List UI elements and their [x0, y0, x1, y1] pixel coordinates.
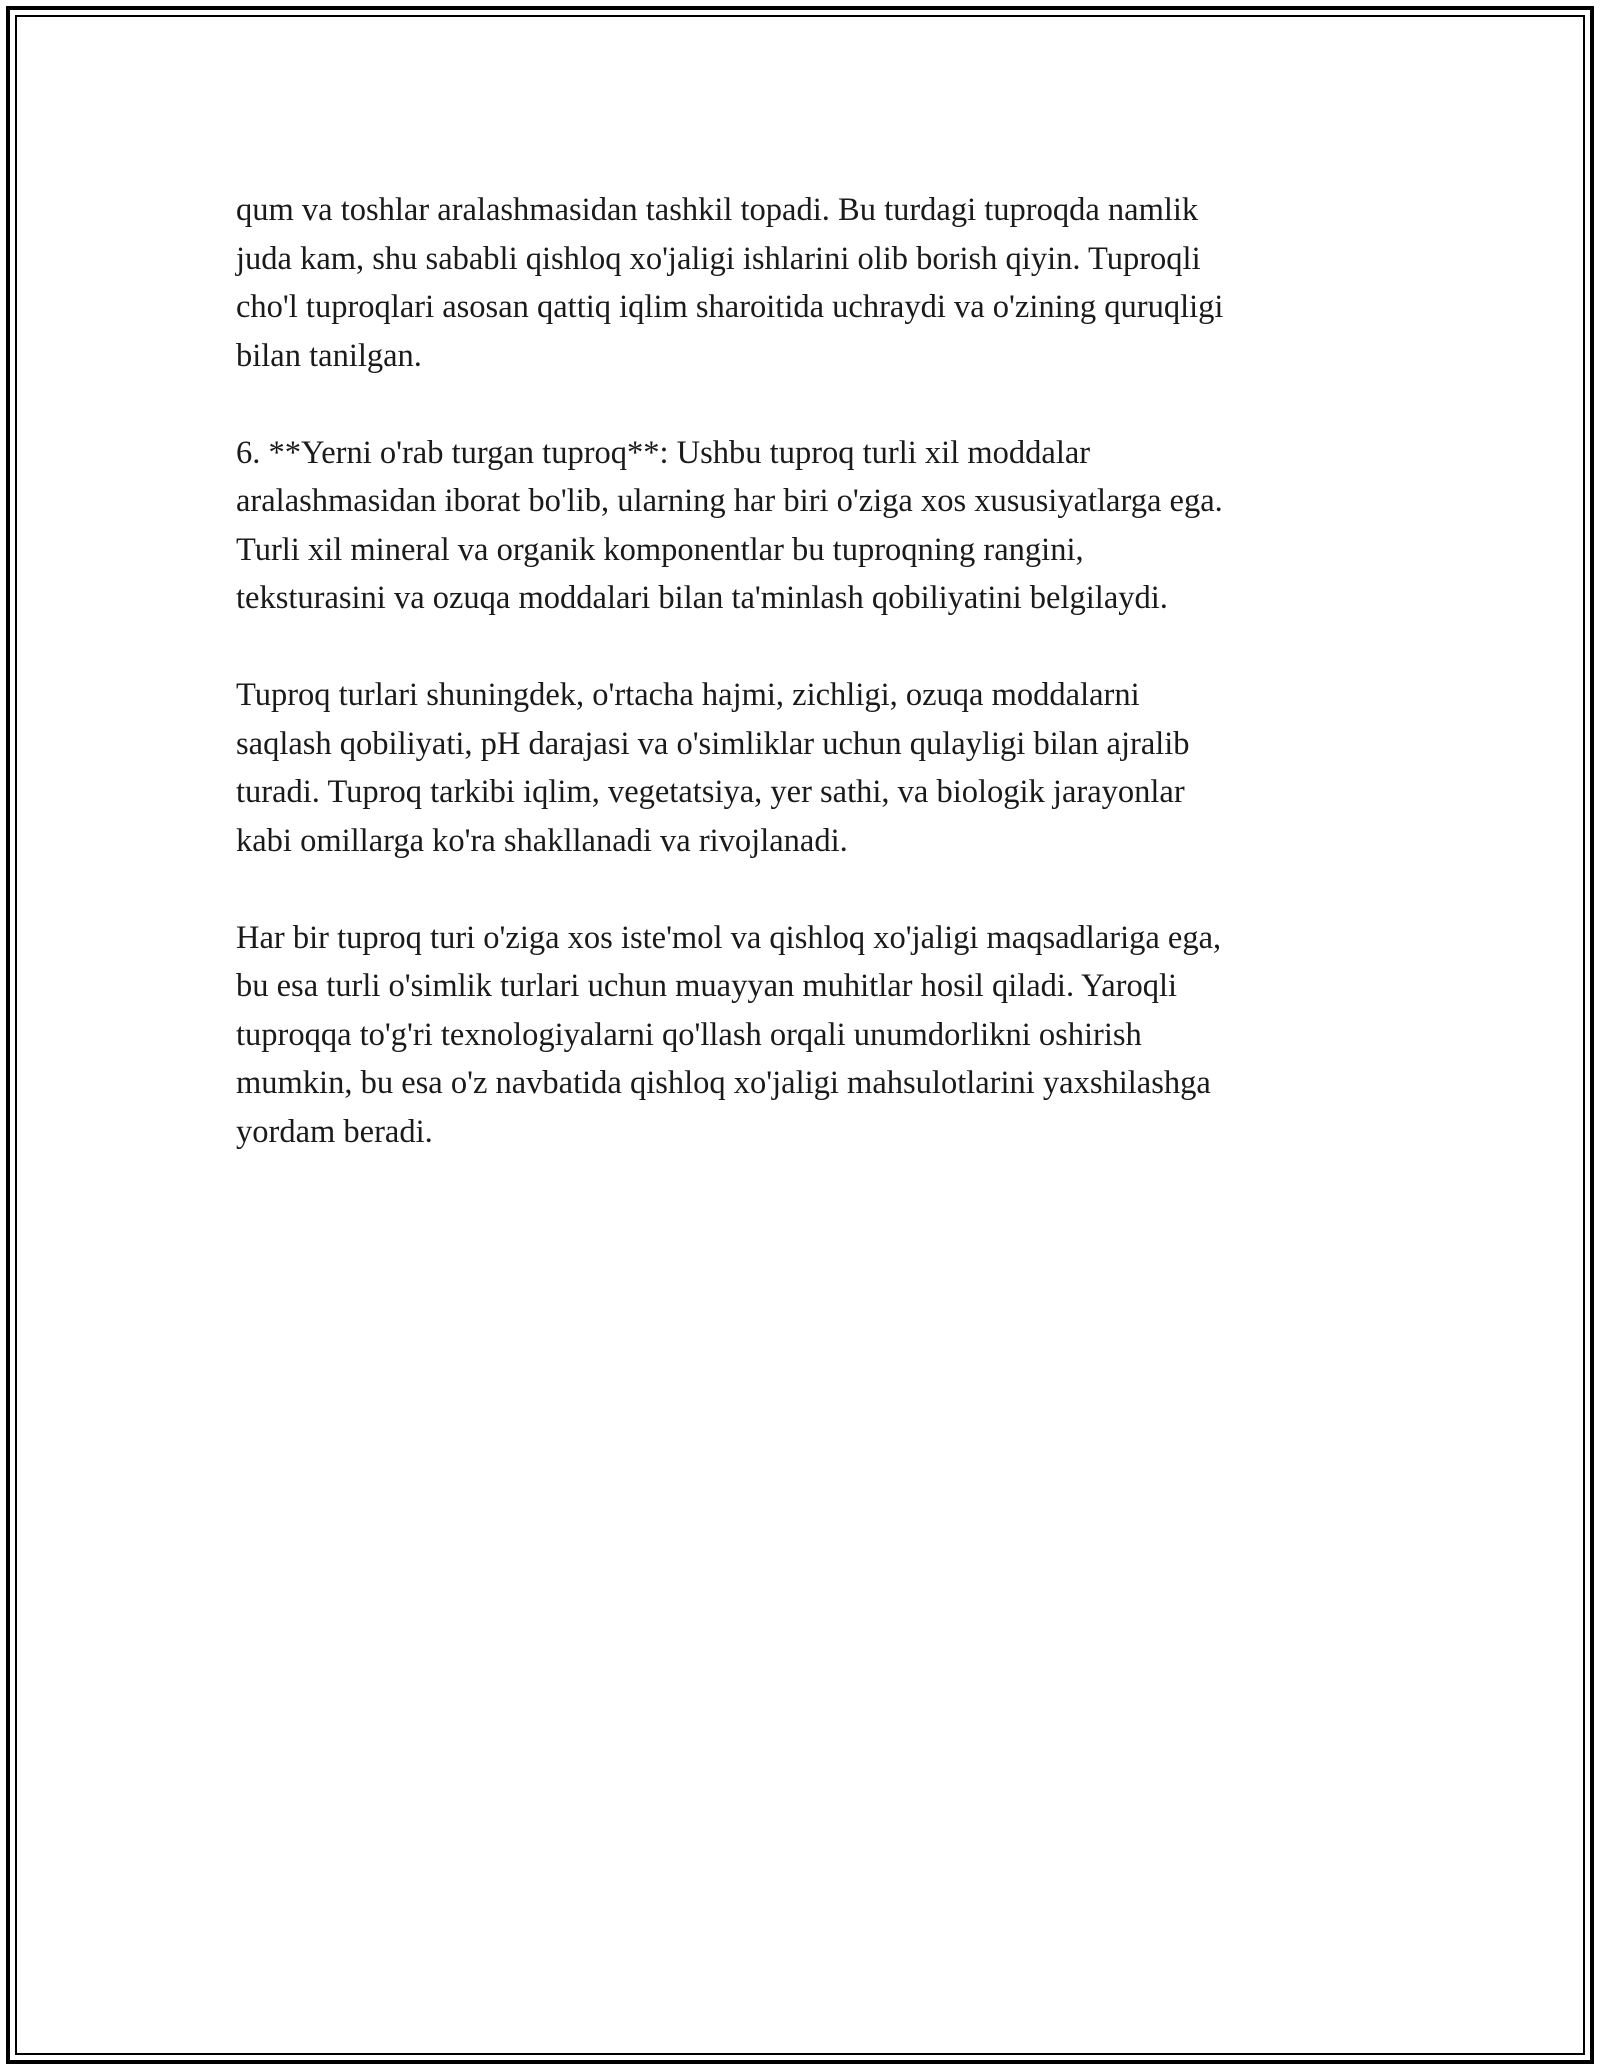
paragraph-surrounding-soil: 6. **Yerni o'rab turgan tuproq**: Ushbu tuproq turli xil moddalar aralashmasidan iborat bo'lib, ularning har biri o'ziga xos xususiyatlarga ega. Turli xil mineral va organik komponentlar bu tuproqning rangini, teksturasini va ozuqa moddalari bilan ta'minlash qobiliyatini belgilaydi.	[236, 434, 1223, 616]
document-body	[236, 186, 1386, 1205]
paragraph-sandy-desert-soil: qum va toshlar aralashmasidan tashkil topadi. Bu turdagi tuproqda namlik juda kam, shu sababli qishloq xo'jaligi ishlarini olib borish qiyin. Tuproqli cho'l tuproqlari asosan qattiq iqlim sharoitida uchraydi va o'zining quruqligi bilan tanilgan.	[236, 192, 1224, 374]
paragraph-soil-properties: Tuproq turlari shuningdek, o'rtacha hajmi, zichligi, ozuqa moddalarni saqlash qobiliyati, pH darajasi va o'simliklar uchun qulayligi bilan ajralib turadi. Tuproq tarkibi iqlim, vegetatsiya, yer sathi, va biologik jarayonlar kabi omillarga ko'ra shakllanadi va rivojlanadi.	[236, 677, 1190, 859]
paragraph-soil-usage: Har bir tuproq turi o'ziga xos iste'mol va qishloq xo'jaligi maqsadlariga ega, bu esa turli o'simlik turlari uchun muayyan muhitlar hosil qiladi. Yaroqli tuproqqa to'g'ri texnologiyalarni qo'llash orqali unumdorlikni oshirish mumkin, bu esa o'z navbatida qishloq xo'jaligi mahsulotlarini yaxshilashga yordam beradi.	[236, 919, 1222, 1150]
